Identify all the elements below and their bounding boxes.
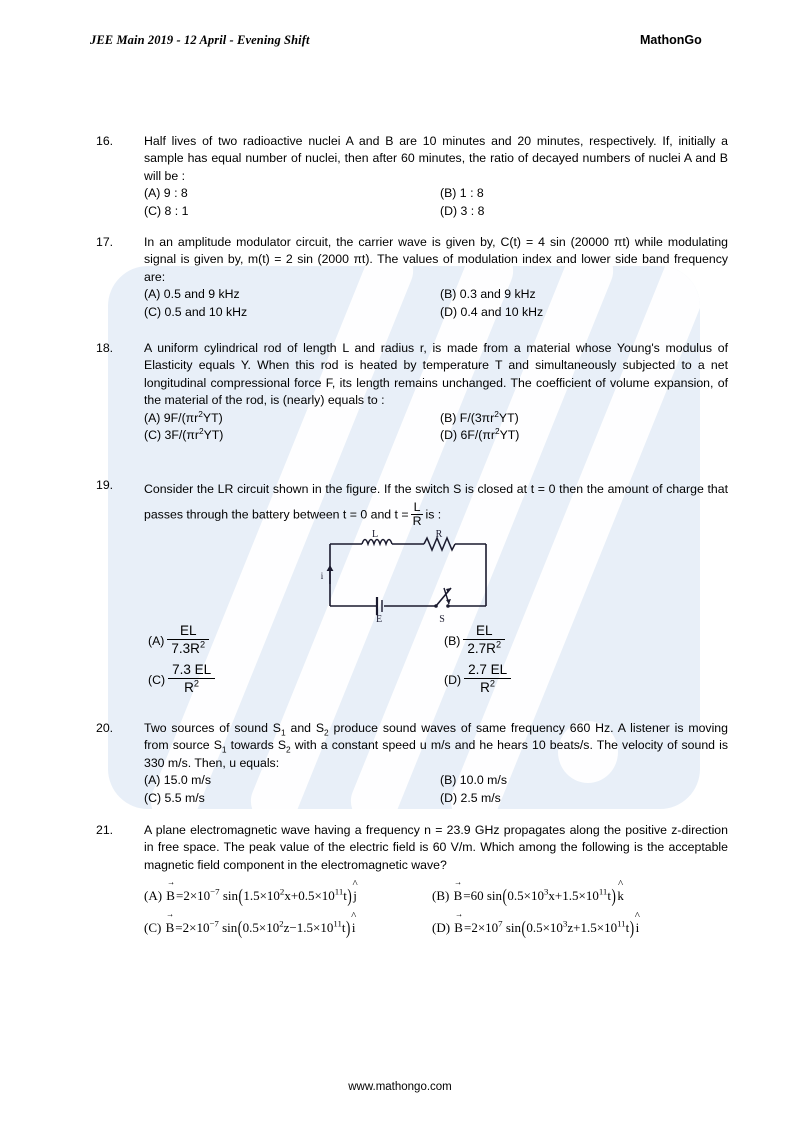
unit-vector: i ^	[635, 920, 641, 936]
arg1-variable: z	[283, 920, 290, 935]
arg1-variable: z	[567, 920, 574, 935]
q20-seg1: Two sources of sound S	[144, 721, 281, 735]
operator-sign: +	[554, 888, 563, 903]
question-18-number: 18.	[96, 341, 114, 355]
battery-label: E	[375, 614, 383, 623]
equals-sign: =	[175, 888, 184, 903]
option-18-a-post: YT)	[202, 410, 223, 425]
option-18-a-pre: (A) 9F/(πr	[144, 410, 199, 425]
arg2-variable: t	[625, 920, 630, 935]
arg2-variable: t	[341, 920, 346, 935]
arg2-coefficient: 1.5×10	[296, 920, 334, 935]
battery-symbol	[377, 597, 382, 615]
option-19-d-label: (D)	[444, 672, 462, 687]
question-16	[96, 133, 728, 220]
q20-seg5: with a constant speed u m/s and he hears 10 beats/s. The velocity of sound is 330 m/s. Then, u equals:	[144, 738, 728, 770]
option-17-a[interactable]: (A) 0.5 and 9 kHz	[144, 287, 240, 302]
switch-label: S	[439, 614, 445, 623]
denominator-exponent: 2	[193, 678, 200, 689]
open-paren: (	[237, 916, 243, 939]
option-row-cd	[144, 427, 728, 444]
option-18-d[interactable]	[440, 427, 519, 444]
question-19-number: 19.	[96, 478, 114, 492]
brand-name: MathonGo	[640, 33, 702, 47]
question-19-options	[96, 623, 728, 696]
option-row-cd	[144, 304, 728, 321]
option-18-a-sup: 2	[198, 408, 203, 419]
option-20-d[interactable]: (D) 2.5 m/s	[440, 790, 501, 805]
denominator-base: 7.3R	[171, 641, 200, 657]
open-paren: (	[521, 916, 526, 939]
equals-sign: =	[463, 920, 472, 935]
question-19-text-part1: Consider the LR circuit shown in the figure. If the switch S is closed at t = 0 then the amount of charge that passes through the battery between t = 0 and t =	[144, 482, 728, 522]
arg2-variable: t	[343, 888, 347, 903]
option-17-d[interactable]: (D) 0.4 and 10 kHz	[440, 304, 544, 319]
arg1-coefficient: 0.5×10	[526, 920, 563, 935]
arg2-coefficient: 1.5×10	[562, 888, 599, 903]
question-18-text: A uniform cylindrical rod of length L and radius r, is made from a material whose Young's modulus of Elasticity equals Y. When this rod is heated by temperature T and simultaneously subjected to a net longitudinal compressional force F, its length remains unchanged. The coefficient of volume expansion, of the material of the rod, is (nearly) equals to :	[144, 341, 728, 408]
option-19-a-label: (A)	[148, 633, 165, 648]
question-19	[96, 477, 728, 528]
open-paren: (	[502, 884, 507, 907]
question-19-text-part2: is :	[425, 507, 442, 522]
option-16-b[interactable]: (B) 1 : 8	[440, 186, 484, 201]
arg1-exponent: 2	[279, 918, 284, 929]
coefficient: 2×10	[182, 920, 210, 935]
arg1-exponent: 3	[543, 886, 549, 897]
option-19-d-fraction	[464, 662, 511, 695]
option-19-b-label: (B)	[444, 633, 461, 648]
question-21-number: 21.	[96, 823, 114, 837]
option-19-c[interactable]	[148, 662, 218, 695]
close-paren: )	[629, 916, 635, 939]
current-arrow-icon	[327, 565, 334, 584]
option-18-c-post: YT)	[203, 428, 224, 443]
question-17-options	[144, 286, 728, 321]
lr-circuit-svg	[318, 528, 508, 623]
arg2-exponent: 11	[617, 918, 626, 929]
arg2-coefficient: 0.5×10	[298, 888, 335, 903]
inductor-label: L	[371, 529, 379, 540]
denominator	[463, 639, 505, 656]
q20-seg3: produce sound waves of same frequency 660 Hz. A listener is moving from source S	[144, 721, 728, 753]
operator-sign: +	[290, 888, 299, 903]
question-21	[96, 822, 728, 874]
q20-sub3: 1	[221, 744, 227, 755]
option-18-d-post: YT)	[499, 428, 520, 443]
denominator	[168, 678, 215, 695]
unit-vector: j ^	[352, 888, 358, 904]
question-17-text: In an amplitude modulator circuit, the carrier wave is given by, C(t) = 4 sin (20000 πt) while modulating signal is given by, m(t) = 2 sin (2000 πt). The values of modulation index and lower side band frequency are:	[144, 235, 728, 284]
option-21-c-label: (C)	[144, 920, 162, 935]
option-row-ab	[96, 884, 728, 918]
option-20-c[interactable]: (C) 5.5 m/s	[144, 790, 205, 805]
q20-seg4: towards S	[226, 738, 287, 753]
option-20-b[interactable]: (B) 10.0 m/s	[440, 773, 507, 788]
option-19-b[interactable]	[444, 623, 508, 656]
unit-vector: k ^	[616, 888, 625, 904]
denominator-base: 2.7R	[467, 641, 496, 657]
exam-title: JEE Main 2019 - 12 April - Evening Shift	[90, 33, 310, 47]
page-footer	[0, 1081, 800, 1093]
option-19-c-label: (C)	[148, 672, 166, 687]
option-19-d[interactable]	[444, 662, 514, 695]
q20-sub2: 2	[324, 727, 329, 738]
time-constant-fraction	[411, 501, 424, 527]
arg1-variable: x	[284, 888, 291, 903]
question-21-options	[96, 884, 728, 950]
denominator-exponent: 2	[495, 639, 502, 650]
arg1-coefficient: 0.5×10	[242, 920, 280, 935]
denominator-exponent: 2	[489, 678, 496, 689]
arg1-variable: x	[548, 888, 555, 903]
option-19-b-fraction	[463, 623, 505, 656]
numerator: 2.7 EL	[468, 662, 508, 677]
coefficient: 2×10	[471, 920, 499, 935]
question-20-number: 20.	[96, 721, 114, 735]
equals-sign: =	[463, 888, 471, 903]
question-19-text	[144, 477, 728, 528]
option-19-a[interactable]	[148, 623, 212, 656]
question-20-text	[144, 720, 728, 772]
magnetic-field-vector: B →	[453, 888, 464, 904]
option-row-ab	[96, 623, 728, 657]
fraction-numerator: L	[413, 500, 421, 514]
sine-function: sin	[222, 920, 238, 935]
fraction-denominator: R	[412, 513, 422, 528]
sine-function: sin	[486, 888, 503, 903]
switch-symbol	[434, 588, 451, 608]
option-row-ab	[144, 286, 728, 303]
arg2-coefficient: 1.5×10	[580, 920, 618, 935]
option-21-d[interactable]	[432, 916, 640, 939]
coefficient-exponent: 7	[498, 918, 503, 929]
option-17-c[interactable]: (C) 0.5 and 10 kHz	[144, 304, 248, 319]
arg1-exponent: 3	[562, 918, 568, 929]
arg2-variable: t	[607, 888, 611, 903]
magnetic-field-vector: B →	[453, 920, 464, 936]
option-21-a-label: (A)	[144, 888, 163, 903]
option-row-ab	[144, 772, 728, 789]
option-18-c-pre: (C) 3F/(πr	[144, 428, 199, 443]
lr-circuit-figure	[318, 528, 508, 628]
page-header	[0, 33, 800, 51]
option-16-c[interactable]: (C) 8 : 1	[144, 203, 189, 218]
numerator: EL	[475, 623, 493, 638]
close-paren: )	[611, 884, 616, 907]
option-18-b-sup: 2	[494, 408, 499, 419]
unit-vector: i ^	[351, 920, 357, 936]
q20-sub1: 1	[280, 727, 286, 738]
coefficient-exponent: −7	[209, 918, 219, 929]
option-19-c-fraction	[168, 662, 215, 695]
question-17-number: 17.	[96, 235, 114, 249]
option-18-c-sup: 2	[198, 425, 204, 436]
question-20	[96, 720, 728, 807]
question-20-options	[144, 772, 728, 807]
option-18-b[interactable]	[440, 410, 519, 427]
resistor-label: R	[435, 529, 443, 540]
question-18	[96, 340, 728, 444]
option-18-a[interactable]	[144, 410, 223, 427]
option-18-b-pre: (B) F/(3πr	[440, 410, 495, 425]
arg2-exponent: 11	[598, 886, 608, 897]
magnetic-field-vector: B →	[165, 920, 176, 936]
sine-function: sin	[222, 888, 238, 903]
option-20-a[interactable]: (A) 15.0 m/s	[144, 773, 211, 788]
inductor-coil	[362, 540, 392, 545]
denominator	[167, 639, 209, 656]
footer-url[interactable]: www.mathongo.com	[348, 1081, 452, 1093]
equals-sign: =	[175, 920, 183, 935]
denominator-base: R	[184, 680, 194, 696]
option-18-b-post: YT)	[498, 410, 519, 425]
arg2-exponent: 11	[333, 918, 342, 929]
question-16-number: 16.	[96, 134, 114, 148]
option-row-cd	[96, 916, 728, 950]
question-16-options	[144, 185, 728, 220]
option-17-b[interactable]: (B) 0.3 and 9 kHz	[440, 287, 536, 302]
denominator-base: R	[480, 680, 490, 696]
magnetic-field-vector: B →	[165, 888, 176, 904]
denominator-exponent: 2	[199, 639, 206, 650]
denominator	[464, 678, 511, 695]
close-paren: )	[346, 916, 351, 939]
option-21-c[interactable]	[144, 916, 356, 939]
operator-sign: +	[573, 920, 581, 935]
numerator: 7.3 EL	[172, 662, 212, 677]
numerator: EL	[179, 623, 197, 638]
option-18-c[interactable]	[144, 427, 223, 444]
question-21-text: A plane electromagnetic wave having a frequency n = 23.9 GHz propagates along the positive z-direction in free space. The peak value of the electric field is 60 V/m. Which among the following is the acceptable magnetic field component in the electromagnetic wave?	[144, 823, 728, 872]
question-17	[96, 234, 728, 321]
arg1-coefficient: 1.5×10	[243, 888, 280, 903]
arg1-exponent: 2	[279, 886, 285, 897]
operator-sign: −	[289, 920, 297, 935]
option-18-d-sup: 2	[494, 425, 500, 436]
option-18-d-pre: (D) 6F/(πr	[440, 428, 495, 443]
option-16-a[interactable]: (A) 9 : 8	[144, 186, 188, 201]
option-row-cd	[144, 203, 728, 220]
q20-sub4: 2	[286, 744, 291, 755]
option-19-a-fraction	[167, 623, 209, 656]
coefficient-exponent: −7	[210, 886, 220, 897]
option-row-ab	[144, 185, 728, 202]
option-21-d-label: (D)	[432, 920, 451, 935]
option-row-cd	[96, 662, 728, 696]
sine-function: sin	[505, 920, 521, 935]
option-21-a[interactable]	[144, 884, 358, 907]
option-21-b[interactable]	[432, 884, 625, 907]
arg2-exponent: 11	[334, 886, 344, 897]
option-21-b-label: (B)	[432, 888, 450, 903]
question-18-options	[144, 410, 728, 445]
close-paren: )	[347, 884, 352, 907]
coefficient: 2×10	[183, 888, 211, 903]
option-row-ab	[144, 410, 728, 427]
q20-seg2: and S	[285, 721, 325, 735]
coefficient: 60	[470, 888, 484, 903]
current-label: i	[320, 571, 324, 581]
option-16-d[interactable]: (D) 3 : 8	[440, 203, 485, 218]
option-row-cd	[144, 790, 728, 807]
question-16-text: Half lives of two radioactive nuclei A and B are 10 minutes and 20 minutes, respectively. If, initially a sample has equal number of nuclei, then after 60 minutes, the ratio of decayed numbers of nuclei A and B will be :	[144, 134, 728, 183]
arg1-coefficient: 0.5×10	[507, 888, 544, 903]
open-paren: (	[238, 884, 243, 907]
